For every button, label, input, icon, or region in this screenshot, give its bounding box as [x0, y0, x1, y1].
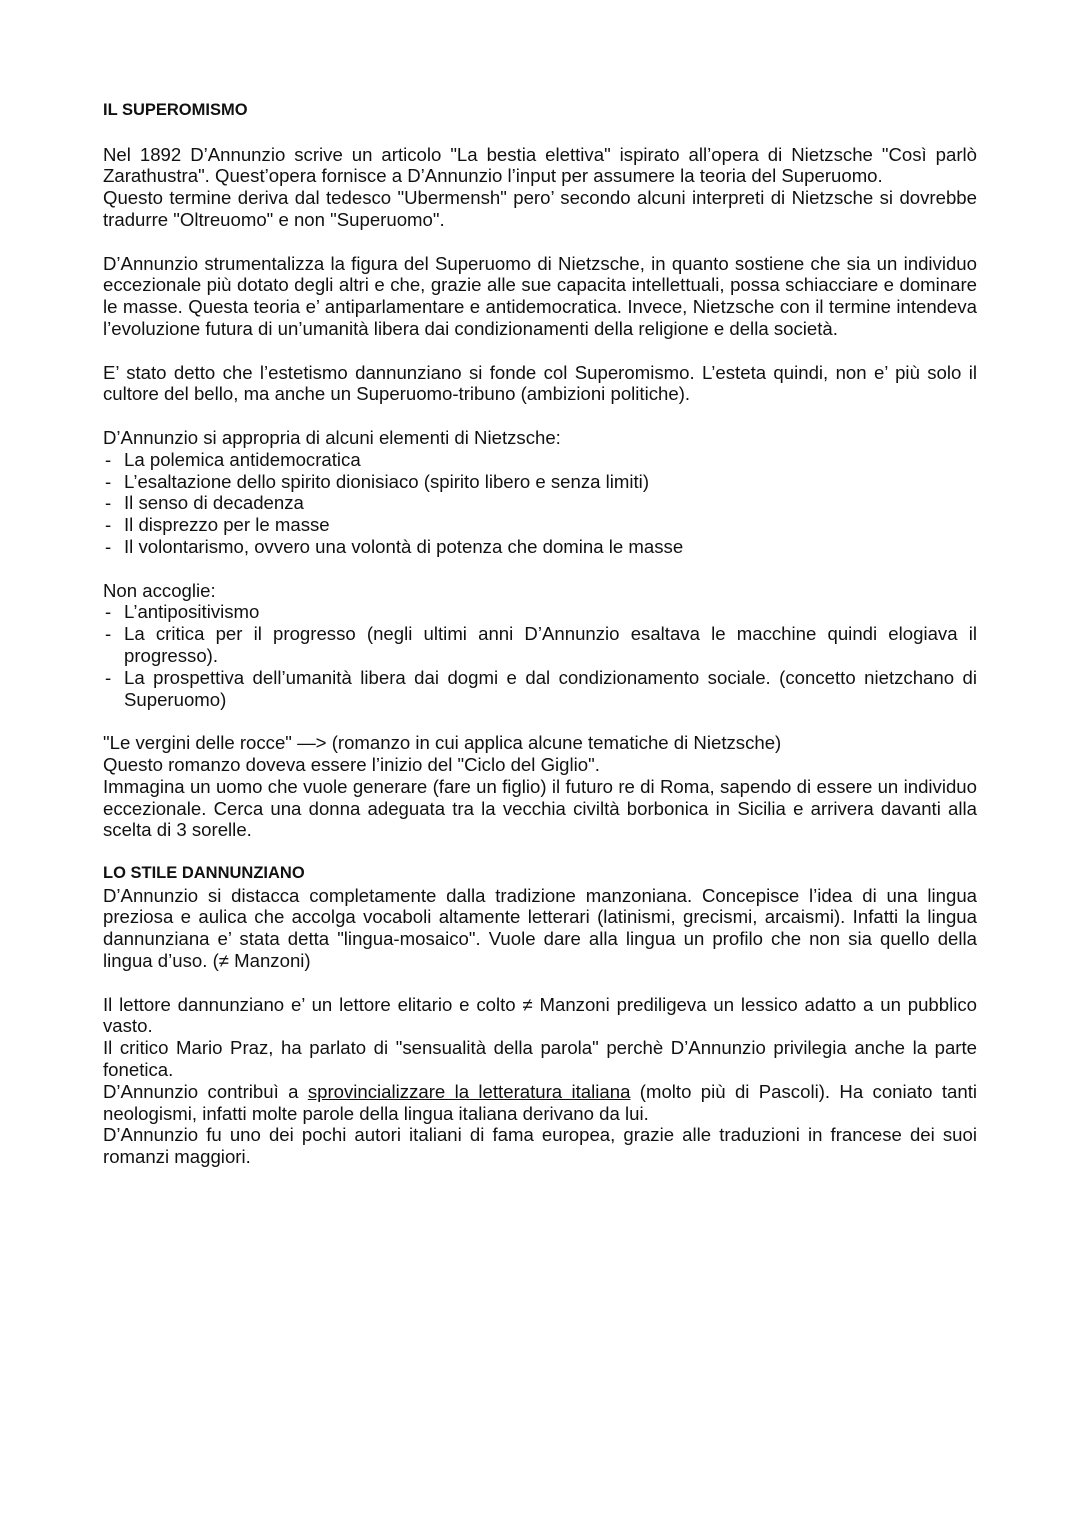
section-title-stile: LO STILE DANNUNZIANO — [103, 863, 305, 882]
paragraph — [103, 1081, 977, 1125]
list-item: - La prospettiva dell’umanità libera dai dogmi e dal condizionamento sociale. (concetto nietzchano di Superuomo) — [103, 667, 977, 711]
paragraph: "Le vergini delle rocce" —> (romanzo in cui applica alcune tematiche di Nietzsche) — [103, 732, 782, 754]
underlined-phrase: sprovincializzare la letteratura italiana — [307, 1080, 631, 1102]
paragraph: Il critico Mario Praz, ha parlato di "sensualità della parola" perchè D’Annunzio privilegia anche la parte fonetica. — [103, 1037, 977, 1081]
spacer — [103, 122, 977, 144]
paragraph: D’Annunzio si appropria di alcuni elementi di Nietzsche: — [103, 426, 561, 448]
list-item: - La polemica antidemocratica — [103, 449, 977, 471]
list-item: - Il volontarismo, ovvero una volontà di potenza che domina le masse — [103, 536, 977, 558]
list-item: - Il disprezzo per le masse — [103, 514, 977, 536]
paragraph: Non accoglie: — [103, 579, 216, 601]
list-appropriated-elements — [103, 449, 977, 558]
spacer — [103, 558, 977, 580]
list-not-accepted — [103, 601, 977, 710]
list-item: - L’antipositivismo — [103, 601, 977, 623]
spacer — [103, 972, 977, 994]
text-run: D’Annunzio contribuì a — [103, 1080, 308, 1102]
spacer — [103, 340, 977, 362]
paragraph: D’Annunzio si distacca completamente dalla tradizione manzoniana. Concepisce l’idea di una lingua preziosa e aulica che accolga vocaboli altamente letterari (latinismi, grecismi, arcaismi). Infatti la lingua dannunziana e’ stata detta "lingua-mosaico". Vuole dare alla lingua un profilo che non sia quello della lingua d’uso. (≠ Manzoni) — [103, 884, 977, 972]
paragraph: Immagina un uomo che vuole generare (fare un figlio) il futuro re di Roma, sapendo di essere un individuo eccezionale. Cerca una donna adeguata tra la vecchia civiltà borbonica in Sicilia e arrivera davanti alla scelta di 3 sorelle. — [103, 775, 977, 841]
text-run: (molto più di Pascoli). Ha coniato tanti neologismi, infatti molte parole della lingua italiana derivano da lui. — [103, 1080, 977, 1124]
paragraph: Questo termine deriva dal tedesco "Ubermensh" pero’ secondo alcuni interpreti di Nietzsche si dovrebbe tradurre "Oltreuomo" e non "Superuomo". — [103, 187, 977, 230]
spacer — [103, 841, 977, 863]
spacer — [103, 710, 977, 732]
paragraph: D’Annunzio strumentalizza la figura del Superuomo di Nietzsche, in quanto sostiene che sia un individuo eccezionale più dotato degli altri e che, grazie alle sue capacita intellettuali, possa schiacciare e dominare le masse. Questa teoria e’ antiparlamentare e antidemocratica. Invece, Nietzsche con il termine intendeva l’evoluzione futura di un’umanità libera dai condizionamenti della religione e della società. — [103, 252, 977, 339]
paragraph: Questo romanzo doveva essere l’inizio del "Ciclo del Giglio". — [103, 753, 600, 775]
paragraph: Il lettore dannunziano e’ un lettore elitario e colto ≠ Manzoni prediligeva un lessico adatto a un pubblico vasto. — [103, 993, 977, 1037]
paragraph: Nel 1892 D’Annunzio scrive un articolo "La bestia elettiva" ispirato all’opera di Nietzsche "Così parlò Zarathustra". Quest’opera fornisce a D’Annunzio l’input per assumere la teoria del Superuomo. — [103, 143, 977, 187]
document-page — [103, 100, 977, 1168]
list-item: - Il senso di decadenza — [103, 492, 977, 514]
paragraph: D’Annunzio fu uno dei pochi autori italiani di fama europea, grazie alle traduzioni in francese dei suoi romanzi maggiori. — [103, 1124, 977, 1168]
spacer — [103, 405, 977, 427]
spacer — [103, 231, 977, 253]
paragraph: E’ stato detto che l’estetismo dannunziano si fonde col Superomismo. L’esteta quindi, non e’ più solo il cultore del bello, ma anche un Superuomo-tribuno (ambizioni politiche). — [103, 361, 977, 405]
list-item: - La critica per il progresso (negli ultimi anni D’Annunzio esaltava le macchine quindi elogiava il progresso). — [103, 623, 977, 667]
section-title-superomismo: IL SUPEROMISMO — [103, 101, 248, 119]
list-item: - L’esaltazione dello spirito dionisiaco (spirito libero e senza limiti) — [103, 471, 977, 493]
